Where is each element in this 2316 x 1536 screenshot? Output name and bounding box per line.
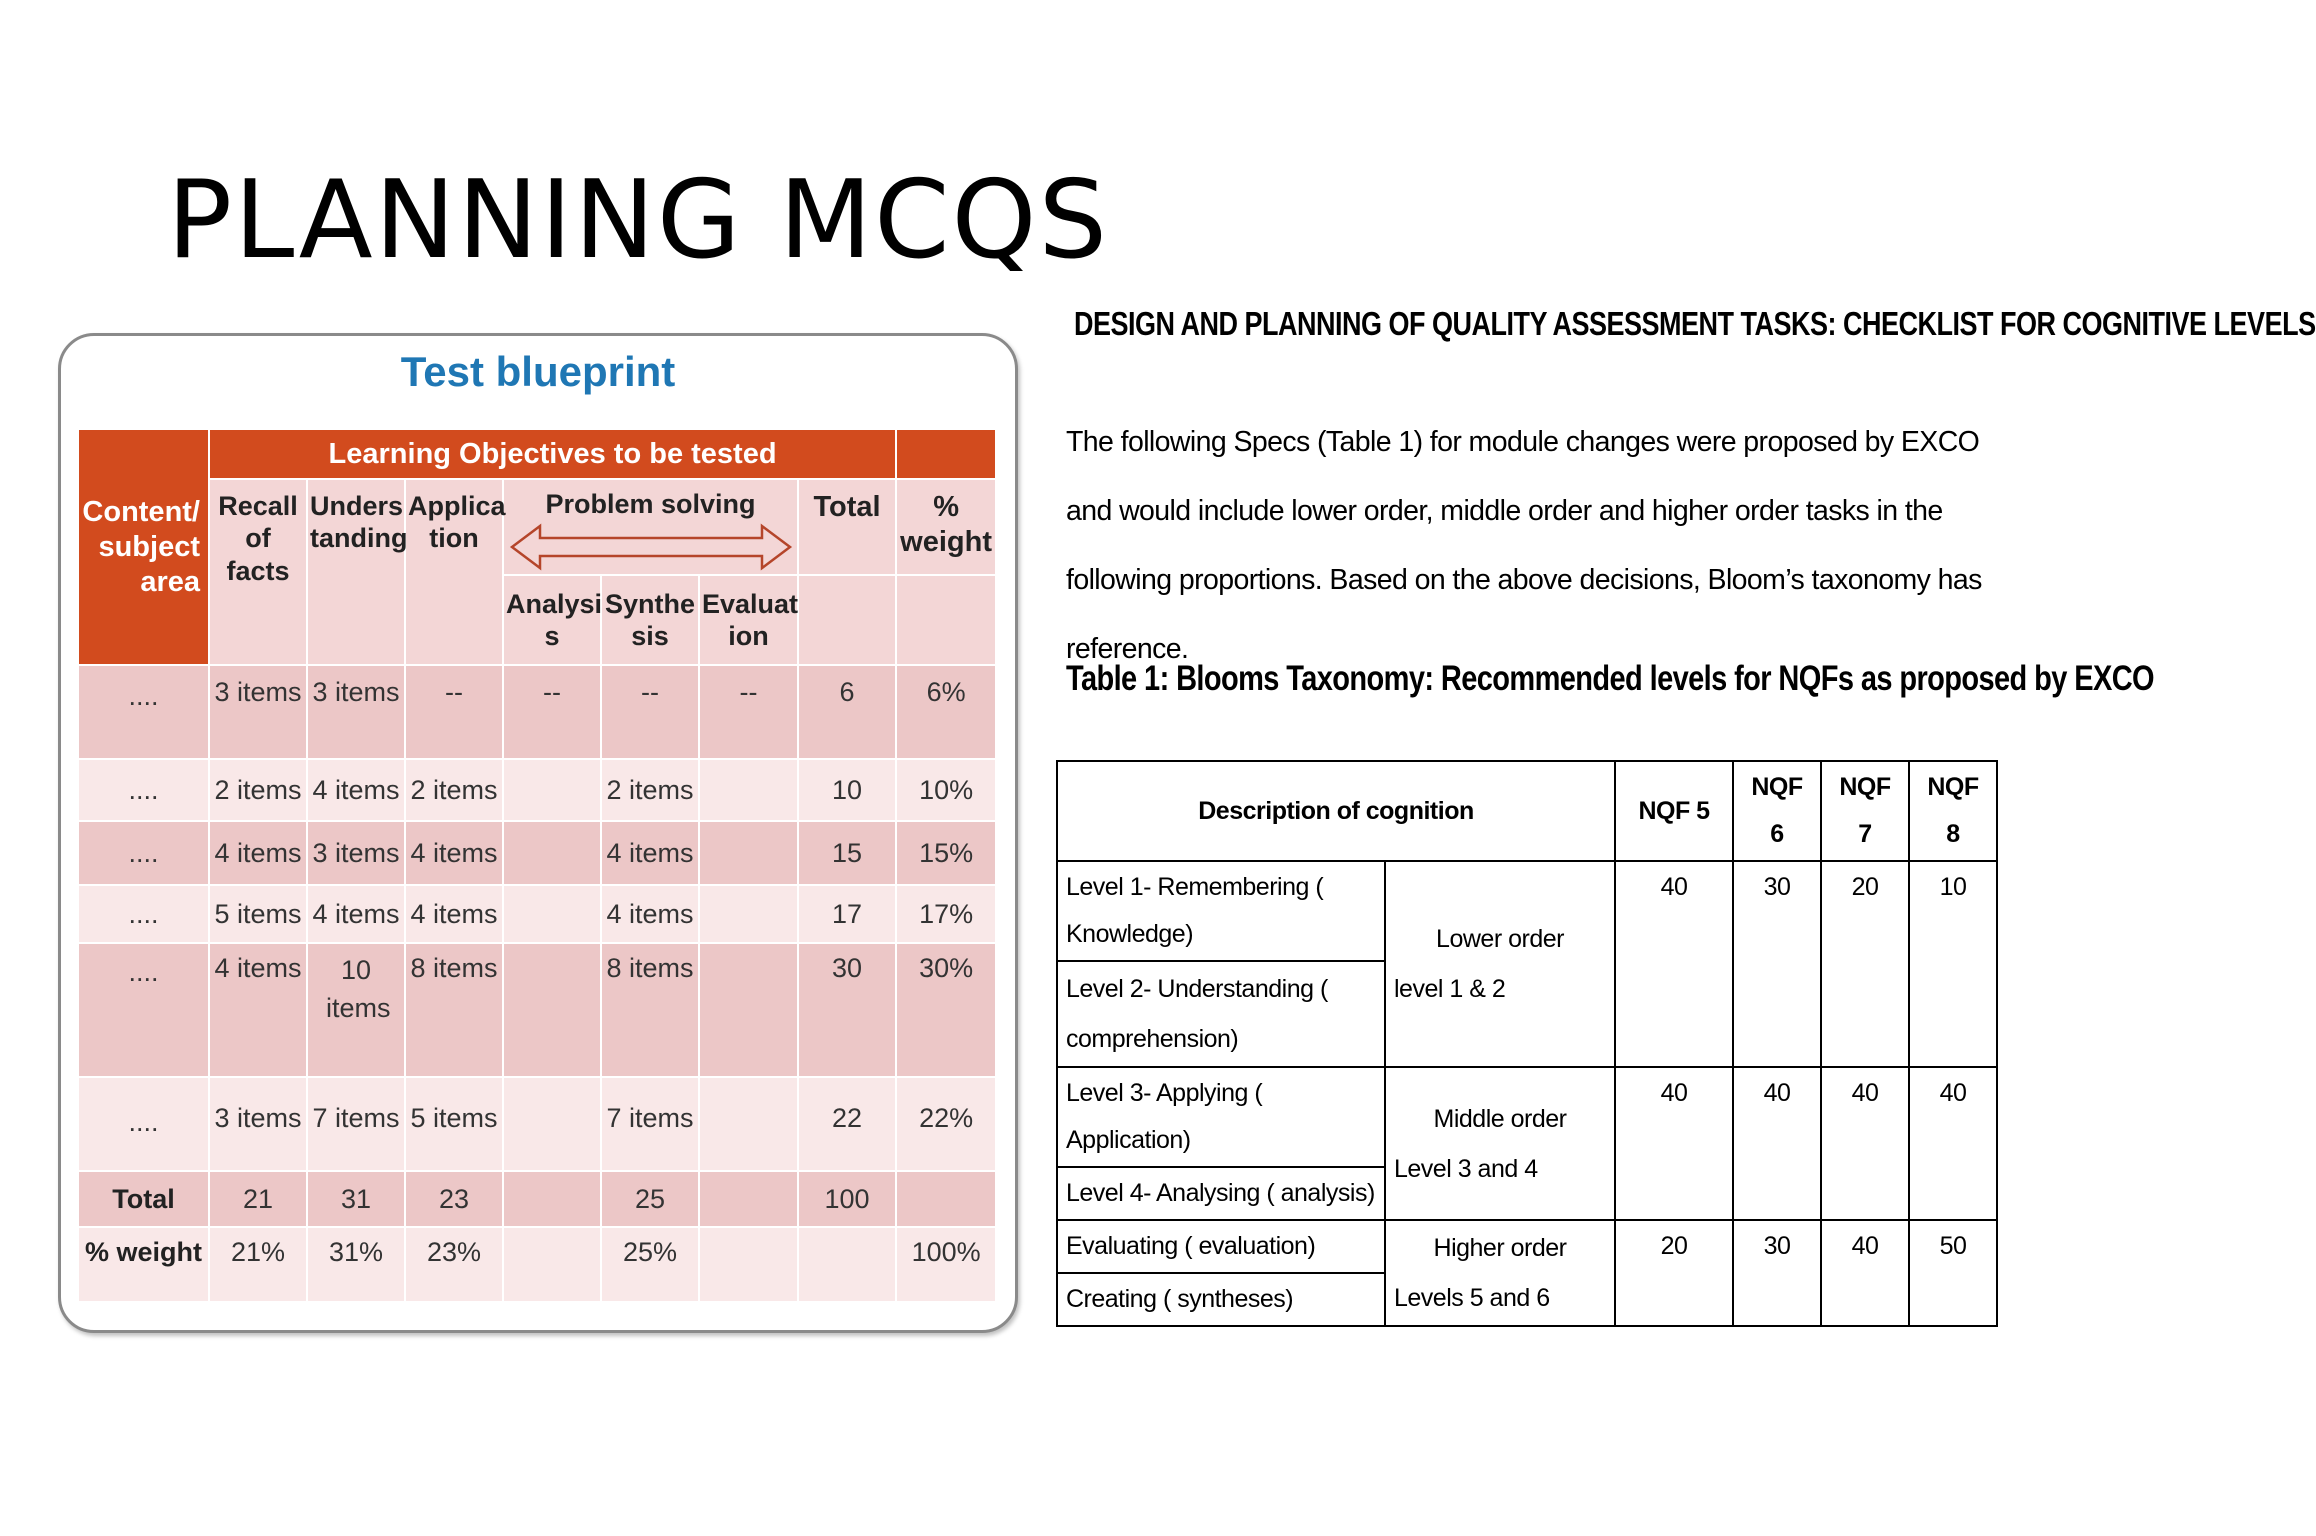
row-analysis [503, 885, 601, 943]
order-top: Middle order [1433, 1104, 1567, 1133]
row-application: 2 items [405, 759, 503, 821]
total-total: 100 [798, 1171, 896, 1227]
value-nqf5: 20 [1615, 1220, 1733, 1326]
design-heading: DESIGN AND PLANNING OF QUALITY ASSESSMENT TASKS: CHECKLIST FOR COGNITIVE LEVELS [1074, 305, 2316, 343]
row-total: 17 [798, 885, 896, 943]
row-total: 22 [798, 1077, 896, 1171]
row-area: .... [78, 943, 209, 1077]
row-understanding: 4 items [307, 885, 405, 943]
value-nqf6: 30 [1733, 861, 1821, 1067]
row-synthesis: 7 items [601, 1077, 699, 1171]
row-synthesis: 8 items [601, 943, 699, 1077]
header-analysis: Analysi s [503, 575, 601, 665]
total-weight-spacer [896, 1171, 996, 1227]
blueprint-title: Test blueprint [400, 348, 676, 395]
row-synthesis: 2 items [601, 759, 699, 821]
header-evaluation: Evaluat ion [699, 575, 798, 665]
value-nqf8: 50 [1909, 1220, 1997, 1326]
row-understanding: 10 items [307, 943, 405, 1077]
table-row [1057, 861, 1997, 961]
row-synthesis: 4 items [601, 821, 699, 885]
test-blueprint-card [58, 333, 1018, 1333]
header-weight-spacer [896, 575, 996, 665]
order-bottom: Levels 5 and 6 [1394, 1284, 1550, 1312]
row-analysis [503, 943, 601, 1077]
weight-row [78, 1227, 996, 1302]
weight-evaluation-spacer [699, 1227, 798, 1302]
weight-row-label: % weight [78, 1227, 209, 1302]
value-nqf6: 40 [1733, 1067, 1821, 1220]
row-recall: 3 items [209, 665, 307, 759]
value-nqf7: 40 [1821, 1067, 1909, 1220]
header-total-spacer [798, 575, 896, 665]
order-top: Higher order [1433, 1234, 1567, 1262]
total-row [78, 1171, 996, 1227]
row-evaluation [699, 943, 798, 1077]
weight-application: 23% [405, 1227, 503, 1302]
order-cell [1385, 861, 1615, 1067]
row-application: 4 items [405, 821, 503, 885]
level-label: Creating ( syntheses) [1057, 1273, 1385, 1326]
row-weight: 17% [896, 885, 996, 943]
row-understanding: 4 items [307, 759, 405, 821]
total-row-label: Total [78, 1171, 209, 1227]
weight-understanding: 31% [307, 1227, 405, 1302]
row-recall: 5 items [209, 885, 307, 943]
row-total: 6 [798, 665, 896, 759]
header-synthesis: Synthe sis [601, 575, 699, 665]
row-area: .... [78, 821, 209, 885]
row-weight: 22% [896, 1077, 996, 1171]
row-area: .... [78, 1077, 209, 1171]
total-analysis-spacer [503, 1171, 601, 1227]
header-nqf8: NQF 8 [1909, 761, 1997, 861]
level-label: Level 3- Applying ( Application) [1057, 1067, 1385, 1167]
row-analysis: -- [503, 665, 601, 759]
weight-total-spacer [798, 1227, 896, 1302]
slide-title: PLANNING MCQS [167, 158, 1110, 283]
header-weight: % weight [896, 479, 996, 575]
row-synthesis: -- [601, 665, 699, 759]
row-recall: 3 items [209, 1077, 307, 1171]
value-nqf8: 40 [1909, 1067, 1997, 1220]
weight-analysis-spacer [503, 1227, 601, 1302]
order-cell [1385, 1067, 1615, 1220]
row-weight: 30% [896, 943, 996, 1077]
row-total: 30 [798, 943, 896, 1077]
total-evaluation-spacer [699, 1171, 798, 1227]
table-row [78, 943, 996, 1077]
row-recall: 2 items [209, 759, 307, 821]
nqf-table [1056, 760, 1998, 1327]
row-weight: 15% [896, 821, 996, 885]
table-row [78, 759, 996, 821]
row-recall: 4 items [209, 943, 307, 1077]
row-evaluation [699, 885, 798, 943]
value-nqf7: 40 [1821, 1220, 1909, 1326]
value-nqf5: 40 [1615, 861, 1733, 1067]
weight-weight: 100% [896, 1227, 996, 1302]
problem-solving-label: Problem solving [545, 489, 756, 519]
level-label: Evaluating ( evaluation) [1057, 1220, 1385, 1273]
header-understanding: Unders tanding [307, 479, 405, 665]
row-application: 4 items [405, 885, 503, 943]
total-recall: 21 [209, 1171, 307, 1227]
header-recall: Recall of facts [209, 479, 307, 665]
table-row [78, 1077, 996, 1171]
table-row [78, 821, 996, 885]
header-learning-objectives: Learning Objectives to be tested [209, 429, 896, 479]
value-nqf7: 20 [1821, 861, 1909, 1067]
row-analysis [503, 821, 601, 885]
row-weight: 6% [896, 665, 996, 759]
row-total: 10 [798, 759, 896, 821]
level-label: Level 1- Remembering ( Knowledge) [1057, 861, 1385, 961]
order-top: Lower order [1436, 925, 1564, 953]
level-label: Level 2- Understanding ( comprehension) [1057, 961, 1385, 1067]
order-bottom: Level 3 and 4 [1394, 1154, 1538, 1183]
row-application: 8 items [405, 943, 503, 1077]
row-evaluation [699, 821, 798, 885]
header-objectives-spacer [896, 429, 996, 479]
table-row [1057, 1067, 1997, 1167]
row-synthesis: 4 items [601, 885, 699, 943]
header-description: Description of cognition [1057, 761, 1615, 861]
row-evaluation [699, 759, 798, 821]
double-arrow-icon [506, 520, 795, 574]
weight-recall: 21% [209, 1227, 307, 1302]
row-weight: 10% [896, 759, 996, 821]
value-nqf5: 40 [1615, 1067, 1733, 1220]
total-understanding: 31 [307, 1171, 405, 1227]
blueprint-table [77, 428, 997, 1303]
row-understanding: 3 items [307, 821, 405, 885]
order-cell [1385, 1220, 1615, 1326]
value-nqf8: 10 [1909, 861, 1997, 1067]
design-paragraph: The following Specs (Table 1) for module changes were proposed by EXCO and would include lower order, middle order and higher order tasks in the following proportions. Based on the above decisions, Bloom’s taxonomy has reference. [1066, 426, 1982, 665]
total-problem-solving: 25 [601, 1171, 699, 1227]
row-area: .... [78, 885, 209, 943]
row-understanding: 3 items [307, 665, 405, 759]
row-evaluation: -- [699, 665, 798, 759]
row-recall: 4 items [209, 821, 307, 885]
table-row [78, 665, 996, 759]
row-analysis [503, 1077, 601, 1171]
level-label: Level 4- Analysing ( analysis) [1057, 1167, 1385, 1220]
table-row [1057, 1220, 1997, 1273]
row-total: 15 [798, 821, 896, 885]
row-area: .... [78, 759, 209, 821]
header-application: Applica tion [405, 479, 503, 665]
header-nqf5: NQF 5 [1615, 761, 1733, 861]
row-application: 5 items [405, 1077, 503, 1171]
row-area: .... [78, 665, 209, 759]
header-total: Total [798, 479, 896, 575]
value-nqf6: 30 [1733, 1220, 1821, 1326]
row-evaluation [699, 1077, 798, 1171]
table-caption: Table 1: Blooms Taxonomy: Recommended levels for NQFs as proposed by EXCO [1066, 660, 2154, 699]
weight-problem-solving: 25% [601, 1227, 699, 1302]
row-understanding: 7 items [307, 1077, 405, 1171]
header-nqf6: NQF 6 [1733, 761, 1821, 861]
header-content-area: Content/ subject area [78, 429, 209, 665]
header-problem-solving [503, 479, 798, 575]
row-analysis [503, 759, 601, 821]
header-nqf7: NQF 7 [1821, 761, 1909, 861]
total-application: 23 [405, 1171, 503, 1227]
table-row [78, 885, 996, 943]
row-application: -- [405, 665, 503, 759]
order-bottom: level 1 & 2 [1394, 975, 1506, 1003]
